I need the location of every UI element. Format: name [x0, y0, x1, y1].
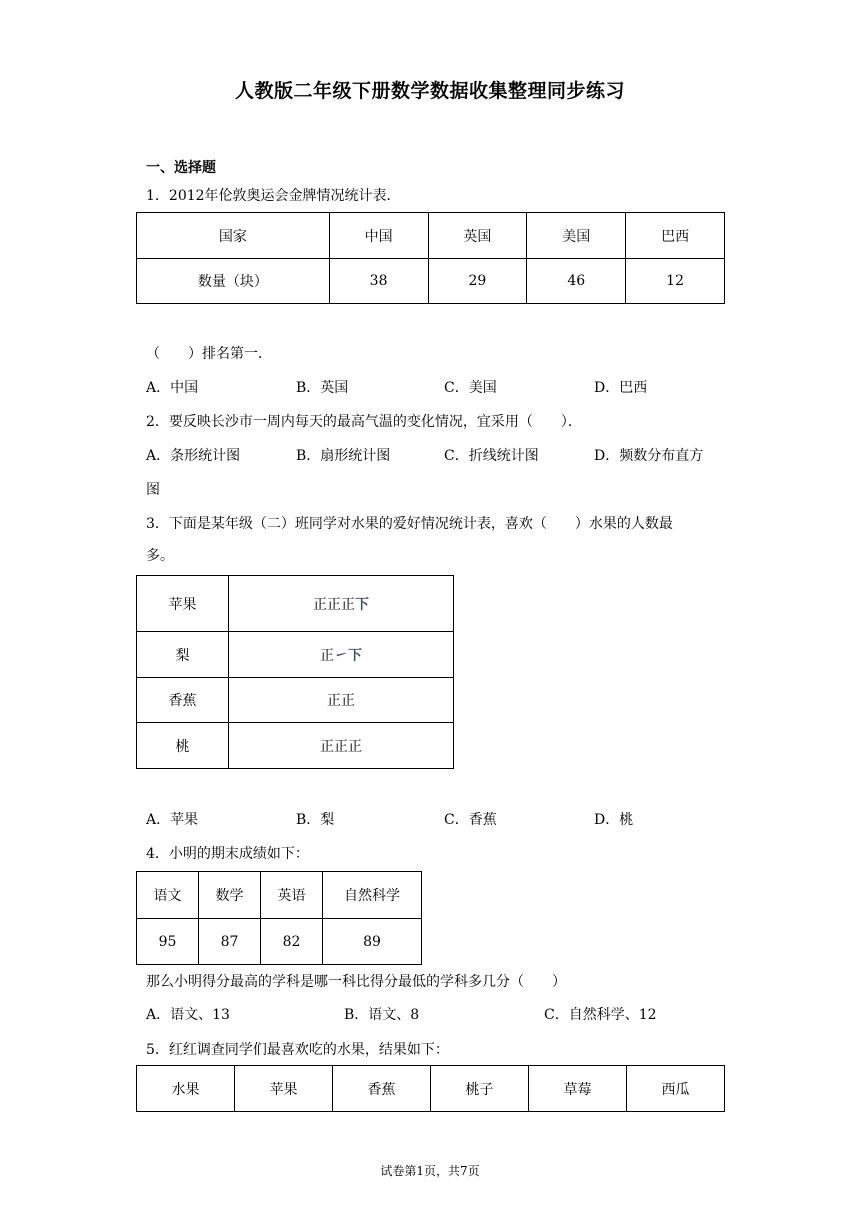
page-title: 人教版二年级下册数学数据收集整理同步练习	[234, 80, 625, 102]
q3-fruit-cell: 苹果	[137, 576, 229, 632]
tally-marks: 正正正	[320, 738, 362, 755]
page-footer: 试卷第1页，共7页	[380, 1164, 480, 1178]
q4-question: 那么小明得分最高的学科是哪一科比得分最低的学科多几分（ ）	[146, 974, 566, 990]
tally-marks: 正	[320, 647, 334, 664]
q1-text: 1．2012年伦敦奥运会金牌情况统计表．	[146, 188, 401, 204]
q2-option-c: C．折线统计图	[444, 448, 539, 464]
q3-table	[136, 575, 454, 769]
q5-text: 5．红红调查同学们最喜欢吃的水果，结果如下：	[146, 1042, 449, 1058]
q3-option-a: A．苹果	[146, 812, 199, 828]
q4-option-c: C．自然科学、12	[544, 1007, 657, 1023]
q1-header-cell: 中国	[329, 213, 428, 259]
q2-option-a: A．条形统计图	[146, 448, 241, 464]
q3-option-b: B．梨	[296, 812, 335, 828]
q4-header-cell: 数学	[199, 872, 261, 919]
q3-tally-cell	[229, 678, 454, 723]
q5-header-cell: 苹果	[235, 1066, 333, 1112]
q4-data-cell: 82	[261, 919, 323, 965]
q4-data-cell: 95	[137, 919, 199, 965]
q1-option-c: C．美国	[444, 380, 497, 396]
q1-header-cell: 巴西	[626, 213, 725, 259]
q1-data-cell: 数量（块）	[137, 259, 330, 304]
q3-tally-cell	[229, 632, 454, 678]
q3-tally-cell	[229, 723, 454, 769]
q2-option-d: D．频数分布直方	[594, 448, 704, 464]
q4-option-a: A．语文、13	[146, 1007, 230, 1023]
q4-text: 4．小明的期末成绩如下：	[146, 846, 309, 862]
q1-option-a: A．中国	[146, 380, 199, 396]
q1-table	[136, 212, 725, 304]
q2-text: 2．要反映长沙市一周内每天的最高气温的变化情况，宜采用（ ）．	[146, 414, 582, 430]
q5-header-cell: 西瓜	[627, 1066, 725, 1112]
q3-option-c: C．香蕉	[444, 812, 497, 828]
q1-header-cell: 国家	[137, 213, 330, 259]
q5-header-cell: 香蕉	[333, 1066, 431, 1112]
q4-header-cell: 英语	[261, 872, 323, 919]
q2-option-b: B．扇形统计图	[296, 448, 391, 464]
q3-fruit-cell: 梨	[137, 632, 229, 678]
q4-data-cell: 89	[323, 919, 422, 965]
q3-fruit-cell: 香蕉	[137, 678, 229, 723]
q1-option-b: B．英国	[296, 380, 349, 396]
q3-tally-cell	[229, 576, 454, 632]
q1-header-cell: 美国	[527, 213, 626, 259]
q3-fruit-cell: 桃	[137, 723, 229, 769]
q4-data-cell: 87	[199, 919, 261, 965]
q1-option-d: D．巴西	[594, 380, 648, 396]
q4-table	[136, 871, 422, 965]
q2-option-d-wrap: 图	[146, 482, 160, 498]
q1-data-cell: 38	[329, 259, 428, 304]
q1-header-cell: 英国	[428, 213, 527, 259]
q1-data-cell: 46	[527, 259, 626, 304]
q4-header-cell: 语文	[137, 872, 199, 919]
q5-table	[136, 1065, 725, 1112]
section-heading: 一、选择题	[146, 160, 216, 176]
tally-marks: 正正正	[313, 596, 355, 613]
q3-option-d: D．桃	[594, 812, 634, 828]
q1-question: （ ）排名第一．	[146, 346, 272, 362]
q1-data-cell: 29	[428, 259, 527, 304]
q5-header-cell: 桃子	[431, 1066, 529, 1112]
q5-header-cell: 水果	[137, 1066, 235, 1112]
tally-partial: ㇀下	[334, 647, 362, 664]
q1-data-cell: 12	[626, 259, 725, 304]
tally-partial: 下	[355, 596, 369, 613]
q4-option-b: B．语文、8	[344, 1007, 420, 1023]
q5-header-cell: 草莓	[529, 1066, 627, 1112]
q3-text-cont: 多。	[146, 548, 174, 564]
tally-marks: 正正	[327, 693, 355, 709]
q4-header-cell: 自然科学	[323, 872, 422, 919]
q3-text: 3．下面是某年级（二）班同学对水果的爱好情况统计表，喜欢（ ）水果的人数最	[146, 516, 673, 532]
